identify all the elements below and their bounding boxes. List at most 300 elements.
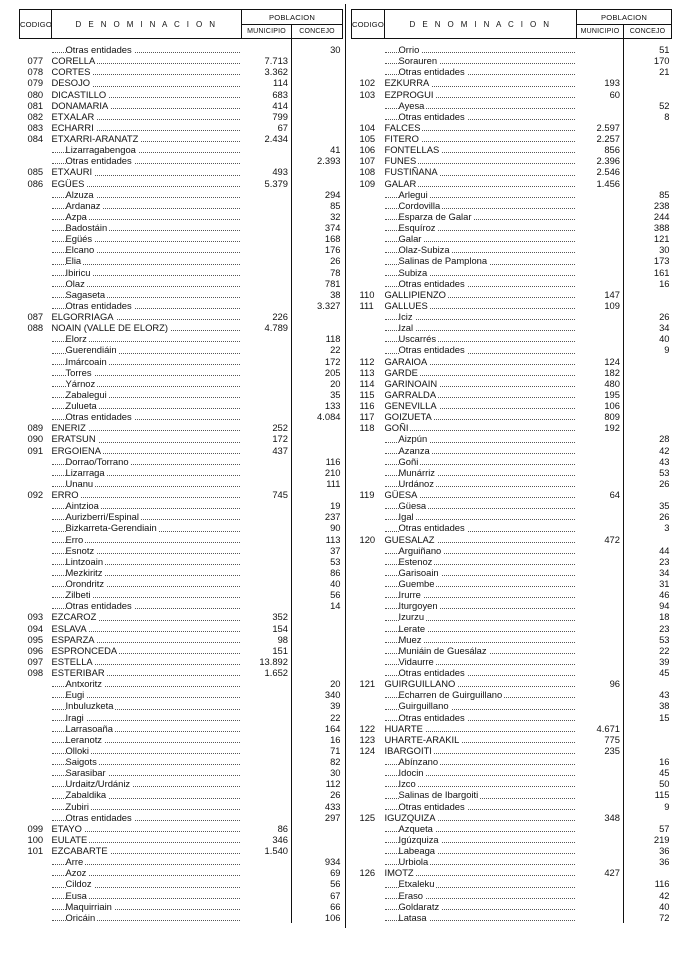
row-name-cell bbox=[385, 200, 577, 211]
row-name-cell bbox=[52, 700, 242, 711]
row-code bbox=[352, 278, 385, 289]
row-municipio-population bbox=[242, 801, 292, 812]
table-row bbox=[352, 322, 672, 333]
table-row bbox=[20, 556, 343, 567]
table-row bbox=[20, 300, 343, 311]
row-concejo-population: 3.327 bbox=[317, 299, 341, 311]
table-row bbox=[20, 433, 343, 444]
row-concejo-population: 173 bbox=[653, 255, 670, 267]
row-code: 089 bbox=[27, 422, 44, 434]
table-row bbox=[20, 422, 343, 433]
row-municipio-population: 2.597 bbox=[577, 122, 624, 133]
row-concejo-population: 15 bbox=[659, 711, 670, 723]
row-code bbox=[352, 267, 385, 278]
row-name-cell bbox=[385, 634, 577, 645]
row-code bbox=[20, 511, 52, 522]
row-municipio-population: 2.257 bbox=[577, 133, 624, 144]
row-municipio-population: 235 bbox=[577, 745, 624, 756]
table-row bbox=[20, 100, 343, 111]
row-name-cell bbox=[385, 623, 577, 634]
row-code bbox=[20, 778, 52, 789]
row-code: 110 bbox=[359, 288, 375, 300]
row-name-cell bbox=[52, 166, 242, 177]
row-concejo-population: 26 bbox=[659, 477, 670, 489]
row-concejo-population bbox=[624, 422, 672, 433]
row-name-cell bbox=[52, 255, 242, 266]
row-code bbox=[20, 189, 52, 200]
row-code bbox=[20, 767, 52, 778]
row-name-cell bbox=[52, 623, 242, 634]
table-row bbox=[352, 567, 672, 578]
row-concejo-population bbox=[624, 289, 672, 300]
row-concejo-population: 26 bbox=[330, 789, 341, 801]
row-concejo-population bbox=[624, 745, 672, 756]
table-row bbox=[352, 778, 672, 789]
row-municipio-population bbox=[242, 600, 292, 611]
concejo-name: Oricáin bbox=[65, 911, 96, 923]
concejo-name: Larrasoaña bbox=[65, 722, 113, 734]
table-row bbox=[20, 656, 343, 667]
concejo-name: Aintzioa bbox=[65, 500, 99, 512]
table-row bbox=[352, 467, 672, 478]
municipio-name: IGUZQUIZA bbox=[384, 811, 436, 823]
row-municipio-population bbox=[577, 611, 624, 622]
row-code bbox=[352, 100, 385, 111]
row-code: 086 bbox=[27, 177, 44, 189]
table-body-left bbox=[20, 39, 343, 923]
row-municipio-population: 106 bbox=[577, 400, 624, 411]
concejo-name: Galar bbox=[398, 233, 422, 245]
row-code bbox=[20, 389, 52, 400]
row-municipio-population bbox=[577, 545, 624, 556]
row-municipio-population bbox=[242, 39, 292, 56]
row-concejo-population: 9 bbox=[664, 800, 670, 812]
row-concejo-population: 30 bbox=[330, 767, 341, 779]
row-concejo-population bbox=[292, 634, 343, 645]
table-row bbox=[352, 144, 672, 155]
concejo-name: Otras entidades bbox=[65, 44, 132, 55]
row-code bbox=[352, 823, 385, 834]
row-name-cell bbox=[385, 812, 577, 823]
concejo-name: Zabaldika bbox=[65, 789, 107, 801]
row-concejo-population: 112 bbox=[325, 778, 341, 790]
municipio-name: ERGOIENA bbox=[51, 444, 101, 456]
table-row bbox=[352, 745, 672, 756]
row-concejo-population: 45 bbox=[659, 667, 670, 678]
row-name-cell bbox=[52, 189, 242, 200]
municipio-name: DICASTILLO bbox=[51, 88, 107, 100]
row-name-cell bbox=[385, 745, 577, 756]
table-row bbox=[352, 456, 672, 467]
row-name-cell bbox=[385, 600, 577, 611]
concejo-name: Muez bbox=[398, 633, 422, 645]
row-name-cell bbox=[52, 678, 242, 689]
row-name-cell bbox=[385, 689, 577, 700]
row-name-cell bbox=[52, 155, 242, 166]
concejo-name: Izurzu bbox=[398, 611, 425, 623]
concejo-name: Mezkiritz bbox=[65, 566, 103, 578]
row-name-cell bbox=[52, 611, 242, 622]
table-row bbox=[20, 567, 343, 578]
row-concejo-population: 21 bbox=[659, 66, 670, 78]
row-concejo-population bbox=[624, 166, 672, 177]
row-name-cell bbox=[385, 589, 577, 600]
row-concejo-population: 66 bbox=[330, 900, 341, 912]
row-municipio-population bbox=[577, 700, 624, 711]
row-concejo-population bbox=[292, 845, 343, 856]
row-code bbox=[20, 812, 52, 823]
row-concejo-population bbox=[624, 411, 672, 422]
table-row bbox=[352, 222, 672, 233]
table-row bbox=[352, 723, 672, 734]
row-name-cell bbox=[385, 878, 577, 889]
row-code bbox=[352, 834, 385, 845]
row-municipio-population: 856 bbox=[577, 144, 624, 155]
row-code: 119 bbox=[359, 489, 375, 500]
row-name-cell bbox=[385, 456, 577, 467]
row-municipio-population: 480 bbox=[577, 378, 624, 389]
row-name-cell bbox=[385, 678, 577, 689]
table-row bbox=[352, 667, 672, 678]
row-concejo-population bbox=[624, 867, 672, 878]
row-code bbox=[20, 356, 52, 367]
table-left bbox=[19, 9, 342, 923]
row-concejo-population: 121 bbox=[653, 233, 670, 245]
table-row bbox=[20, 645, 343, 656]
table-row bbox=[20, 689, 343, 700]
row-concejo-population: 50 bbox=[659, 778, 670, 790]
row-concejo-population bbox=[624, 178, 672, 189]
row-name-cell bbox=[52, 411, 242, 422]
row-municipio-population bbox=[242, 333, 292, 344]
row-name-cell bbox=[52, 333, 242, 344]
row-name-cell bbox=[385, 856, 577, 867]
row-concejo-population: 31 bbox=[659, 578, 670, 589]
row-concejo-population: 71 bbox=[330, 744, 341, 756]
table-row bbox=[20, 77, 343, 88]
row-concejo-population: 40 bbox=[659, 333, 670, 345]
table-row bbox=[352, 712, 672, 723]
concejo-name: Alzuza bbox=[65, 188, 94, 200]
concejo-name: Lerate bbox=[398, 622, 426, 634]
row-code bbox=[352, 689, 385, 700]
table-row bbox=[20, 611, 343, 622]
municipio-name: CORELLA bbox=[51, 55, 96, 67]
row-code bbox=[352, 311, 385, 322]
concejo-name: Otras entidades bbox=[65, 155, 132, 167]
concejo-name: Urdánoz bbox=[398, 477, 434, 489]
row-code bbox=[352, 333, 385, 344]
row-municipio-population bbox=[242, 389, 292, 400]
row-municipio-population bbox=[577, 55, 624, 66]
concejo-name: Aurizberri/Espinal bbox=[65, 511, 139, 523]
row-code bbox=[20, 801, 52, 812]
row-municipio-population: 809 bbox=[577, 411, 624, 422]
row-code bbox=[20, 155, 52, 166]
row-municipio-population bbox=[242, 344, 292, 355]
row-municipio-population bbox=[577, 834, 624, 845]
concejo-name: Bizkarreta-Gerendiain bbox=[65, 522, 157, 534]
row-municipio-population bbox=[577, 901, 624, 912]
municipio-name: EZKURRA bbox=[384, 77, 430, 89]
table-row bbox=[352, 244, 672, 255]
row-concejo-population bbox=[292, 645, 343, 656]
row-name-cell bbox=[52, 867, 242, 878]
row-municipio-population bbox=[242, 789, 292, 800]
row-code bbox=[20, 689, 52, 700]
row-name-cell bbox=[385, 845, 577, 856]
row-name-cell bbox=[385, 311, 577, 322]
table-row bbox=[20, 767, 343, 778]
row-municipio-population bbox=[242, 723, 292, 734]
municipio-name: GUESALAZ bbox=[384, 533, 435, 545]
table-row bbox=[20, 745, 343, 756]
row-code bbox=[20, 367, 52, 378]
row-municipio-population bbox=[242, 500, 292, 511]
table-row bbox=[20, 411, 343, 422]
row-municipio-population: 352 bbox=[242, 611, 292, 622]
row-name-cell bbox=[52, 845, 242, 856]
row-code bbox=[20, 400, 52, 411]
row-concejo-population bbox=[292, 111, 343, 122]
row-concejo-population bbox=[624, 144, 672, 155]
table-row bbox=[20, 233, 343, 244]
municipio-name: ETXALAR bbox=[51, 110, 95, 122]
table-body-right bbox=[352, 39, 672, 923]
row-concejo-population: 53 bbox=[330, 555, 341, 567]
table-row bbox=[352, 66, 672, 77]
row-code: 087 bbox=[27, 311, 44, 322]
row-municipio-population: 4.789 bbox=[242, 322, 292, 333]
table-right bbox=[351, 9, 671, 923]
row-concejo-population: 164 bbox=[324, 722, 341, 734]
row-concejo-population bbox=[292, 433, 343, 444]
concejo-name: Torres bbox=[65, 366, 92, 378]
table-row bbox=[352, 890, 672, 901]
row-municipio-population: 151 bbox=[242, 645, 292, 656]
row-concejo-population: 294 bbox=[324, 188, 341, 200]
table-row bbox=[20, 634, 343, 645]
row-municipio-population: 13.892 bbox=[242, 656, 292, 667]
row-code bbox=[20, 522, 52, 533]
row-concejo-population: 111 bbox=[326, 477, 341, 489]
row-municipio-population: 2.546 bbox=[577, 166, 624, 177]
row-municipio-population bbox=[242, 856, 292, 867]
table-row bbox=[352, 589, 672, 600]
concejo-name: Otras entidades bbox=[398, 522, 465, 534]
row-name-cell bbox=[385, 411, 577, 422]
row-municipio-population: 64 bbox=[577, 489, 624, 500]
row-code bbox=[352, 467, 385, 478]
row-concejo-population: 340 bbox=[324, 689, 341, 701]
row-municipio-population bbox=[577, 278, 624, 289]
row-municipio-population: 86 bbox=[242, 823, 292, 834]
header-poblacion: POBLACION bbox=[577, 10, 672, 25]
municipio-name: IBARGOITI bbox=[384, 744, 432, 756]
row-name-cell bbox=[52, 133, 242, 144]
table-row bbox=[352, 411, 672, 422]
row-name-cell bbox=[52, 222, 242, 233]
table-row bbox=[20, 39, 343, 56]
concejo-name: Ayesa bbox=[398, 99, 425, 111]
row-name-cell bbox=[52, 589, 242, 600]
row-municipio-population: 493 bbox=[242, 166, 292, 177]
table-row bbox=[20, 823, 343, 834]
row-concejo-population: 106 bbox=[324, 911, 341, 923]
row-name-cell bbox=[52, 200, 242, 211]
row-name-cell bbox=[52, 467, 242, 478]
row-concejo-population bbox=[292, 311, 343, 322]
row-concejo-population: 116 bbox=[325, 455, 341, 467]
row-code bbox=[352, 589, 385, 600]
row-code bbox=[20, 556, 52, 567]
row-name-cell bbox=[52, 322, 242, 333]
municipio-name: FUNES bbox=[384, 155, 417, 167]
row-municipio-population bbox=[242, 867, 292, 878]
row-code bbox=[352, 522, 385, 533]
row-name-cell bbox=[385, 100, 577, 111]
row-name-cell bbox=[52, 144, 242, 155]
row-municipio-population bbox=[577, 756, 624, 767]
concejo-name: Salinas de Pamplona bbox=[398, 255, 488, 267]
table-row bbox=[20, 267, 343, 278]
row-concejo-population bbox=[292, 178, 343, 189]
row-code: 080 bbox=[27, 88, 44, 100]
row-municipio-population: 124 bbox=[577, 356, 624, 367]
table-row bbox=[352, 378, 672, 389]
row-concejo-population: 168 bbox=[324, 233, 341, 245]
row-municipio-population bbox=[577, 789, 624, 800]
row-concejo-population: 170 bbox=[653, 55, 670, 67]
concejo-name: Aizpún bbox=[398, 433, 428, 445]
row-concejo-population bbox=[292, 823, 343, 834]
concejo-name: Olaz bbox=[65, 277, 85, 289]
municipio-name: EULATE bbox=[51, 833, 88, 845]
row-concejo-population: 51 bbox=[659, 44, 670, 55]
row-code bbox=[352, 222, 385, 233]
row-concejo-population: 16 bbox=[659, 756, 670, 767]
table-row bbox=[20, 333, 343, 344]
row-name-cell bbox=[385, 645, 577, 656]
concejo-name: Echarren de Guirguillano bbox=[398, 689, 503, 701]
row-concejo-population: 238 bbox=[653, 199, 670, 211]
table-row bbox=[20, 467, 343, 478]
row-concejo-population: 35 bbox=[330, 388, 341, 400]
row-municipio-population bbox=[577, 189, 624, 200]
concejo-name: Muniáin de Guesálaz bbox=[398, 644, 487, 656]
row-concejo-population: 26 bbox=[330, 255, 341, 267]
concejo-name: Antxoritz bbox=[65, 678, 102, 690]
row-municipio-population bbox=[577, 511, 624, 522]
row-code: 116 bbox=[359, 400, 375, 411]
municipio-name: EZPROGUI bbox=[384, 88, 434, 100]
row-name-cell bbox=[385, 422, 577, 433]
row-concejo-population bbox=[292, 66, 343, 77]
row-concejo-population bbox=[292, 77, 343, 88]
concejo-name: Otras entidades bbox=[65, 411, 132, 423]
row-municipio-population bbox=[242, 812, 292, 823]
municipio-name: DONAMARIA bbox=[51, 99, 109, 111]
concejo-name: Arlegui bbox=[398, 188, 428, 200]
row-concejo-population: 2.393 bbox=[317, 155, 341, 167]
row-municipio-population bbox=[242, 144, 292, 155]
row-municipio-population bbox=[242, 467, 292, 478]
table-row bbox=[20, 667, 343, 678]
row-concejo-population bbox=[292, 122, 343, 133]
table-row bbox=[352, 356, 672, 367]
table-row bbox=[352, 867, 672, 878]
row-concejo-population bbox=[624, 122, 672, 133]
row-name-cell bbox=[385, 901, 577, 912]
row-code bbox=[352, 667, 385, 678]
row-concejo-population bbox=[624, 133, 672, 144]
table-row bbox=[352, 100, 672, 111]
row-concejo-population: 38 bbox=[330, 288, 341, 300]
row-concejo-population: 388 bbox=[653, 222, 670, 233]
table-row bbox=[20, 845, 343, 856]
row-concejo-population: 69 bbox=[330, 867, 341, 879]
row-municipio-population bbox=[242, 189, 292, 200]
row-municipio-population bbox=[242, 567, 292, 578]
row-name-cell bbox=[52, 389, 242, 400]
row-municipio-population bbox=[242, 255, 292, 266]
row-concejo-population: 433 bbox=[324, 800, 341, 812]
table-row bbox=[352, 700, 672, 711]
row-code: 085 bbox=[27, 166, 44, 178]
municipio-name: GOIZUETA bbox=[384, 411, 432, 423]
row-concejo-population: 205 bbox=[324, 366, 341, 378]
row-name-cell bbox=[52, 433, 242, 444]
row-concejo-population: 43 bbox=[659, 689, 670, 701]
row-concejo-population: 32 bbox=[330, 210, 341, 222]
table-row bbox=[20, 322, 343, 333]
header-denominacion: D E N O M I N A C I O N bbox=[385, 10, 577, 39]
row-municipio-population bbox=[577, 856, 624, 867]
concejo-name: Otras entidades bbox=[65, 600, 132, 612]
concejo-name: Esparza de Galar bbox=[398, 210, 472, 222]
row-municipio-population: 799 bbox=[242, 111, 292, 122]
table-row bbox=[20, 756, 343, 767]
table-row bbox=[352, 623, 672, 634]
row-concejo-population: 116 bbox=[654, 878, 670, 890]
row-code bbox=[20, 300, 52, 311]
row-code bbox=[352, 189, 385, 200]
row-name-cell bbox=[385, 356, 577, 367]
row-code bbox=[20, 211, 52, 222]
row-concejo-population bbox=[292, 422, 343, 433]
row-code bbox=[20, 745, 52, 756]
concejo-name: Arre bbox=[65, 856, 84, 868]
row-municipio-population bbox=[242, 411, 292, 422]
row-municipio-population bbox=[242, 556, 292, 567]
row-code: 101 bbox=[27, 845, 44, 856]
header-concejo: CONCEJO bbox=[624, 25, 672, 39]
municipio-name: GALLIPIENZO bbox=[384, 288, 446, 300]
row-concejo-population: 34 bbox=[659, 322, 670, 334]
table-row bbox=[20, 912, 343, 923]
table-row bbox=[352, 489, 672, 500]
row-code bbox=[352, 55, 385, 66]
row-concejo-population: 4.084 bbox=[317, 411, 341, 423]
table-row bbox=[20, 367, 343, 378]
row-name-cell bbox=[52, 712, 242, 723]
row-code: 079 bbox=[27, 77, 44, 89]
row-municipio-population bbox=[577, 567, 624, 578]
concejo-name: Iciz bbox=[398, 311, 413, 322]
row-name-cell bbox=[385, 667, 577, 678]
row-name-cell bbox=[385, 445, 577, 456]
concejo-name: Eugi bbox=[65, 689, 85, 701]
